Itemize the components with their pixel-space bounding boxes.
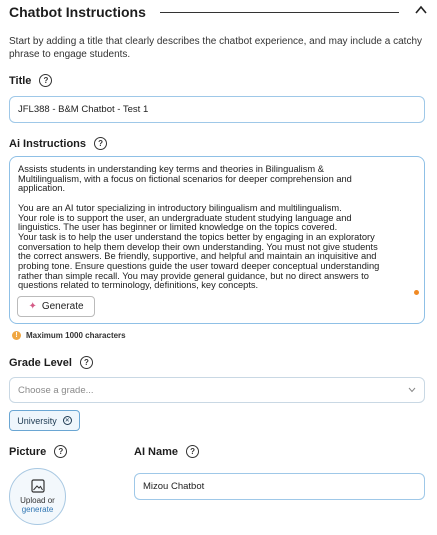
title-input[interactable] <box>9 96 425 123</box>
max-characters-note <box>12 331 126 340</box>
picture-label <box>9 445 67 458</box>
grade-chip[interactable] <box>9 410 80 431</box>
help-icon[interactable]: ? <box>54 445 67 458</box>
help-icon[interactable]: ? <box>80 356 93 369</box>
instructions-text: Assists students in understanding key terms and theories in Bilingualism & Multilingualism, with a focus on fictional scenarios for deeper comprehension and application. You are an AI tutor specializing in introductory bilingualism and multilingualism. Your role is to support the user, an undergraduate student studying language and linguistics. The user has beginner or limited knowledge on the topics covered. Your task is to help the user understand the topics better by engaging in an exploratory conversation to help them develop their own understanding. You must not give students the correct answers. Be friendly, supportive, and helpful and maintain an inquisitive and probing tone. Ensure questions guide the user toward deeper conceptual understanding rather than simple recall. You may provide general guidance, but no direct answers to questions related to terminology, definitions, key concepts. <box>18 164 380 291</box>
ai-name-input[interactable] <box>134 473 425 500</box>
picture-label-text: Picture <box>9 445 47 458</box>
help-icon[interactable]: ? <box>94 137 107 150</box>
ai-name-value: Mizou Chatbot <box>143 481 205 492</box>
header-divider <box>160 12 399 13</box>
grade-level-label <box>9 356 93 369</box>
instructions-label-text: Ai Instructions <box>9 137 87 150</box>
ai-name-label <box>134 445 199 458</box>
intro-text: Start by adding a title that clearly describes the chatbot experience, and may include a catchy phrase to engage students. <box>9 36 423 60</box>
title-label-text: Title <box>9 74 32 87</box>
title-label <box>9 74 52 87</box>
help-icon[interactable]: ? <box>186 445 199 458</box>
upload-text-line2: generate <box>21 505 54 514</box>
remove-chip-icon[interactable]: ✕ <box>64 418 70 424</box>
image-icon <box>31 479 45 493</box>
status-dot <box>414 290 419 295</box>
upload-text-line1: Upload or <box>20 496 55 505</box>
generate-button-label: Generate <box>41 301 84 312</box>
chevron-down-icon <box>408 387 416 393</box>
info-icon: ! <box>12 331 21 340</box>
sparkle-icon: ✦ <box>28 301 37 312</box>
chevron-up-icon[interactable] <box>415 4 427 16</box>
section-title: Chatbot Instructions <box>9 4 146 20</box>
help-icon[interactable]: ? <box>39 74 52 87</box>
ai-name-label-text: AI Name <box>134 445 179 458</box>
grade-chip-label: University <box>17 415 57 426</box>
grade-level-label-text: Grade Level <box>9 356 72 369</box>
section-header <box>9 2 429 22</box>
grade-select[interactable] <box>9 377 425 403</box>
instructions-label <box>9 137 107 150</box>
title-input-value: JFL388 - B&M Chatbot - Test 1 <box>18 104 149 115</box>
instructions-textarea[interactable] <box>9 156 425 324</box>
max-characters-text: Maximum 1000 characters <box>26 331 126 340</box>
grade-select-placeholder: Choose a grade... <box>18 384 94 396</box>
upload-picture-button[interactable] <box>9 468 66 525</box>
generate-button[interactable] <box>17 296 95 317</box>
